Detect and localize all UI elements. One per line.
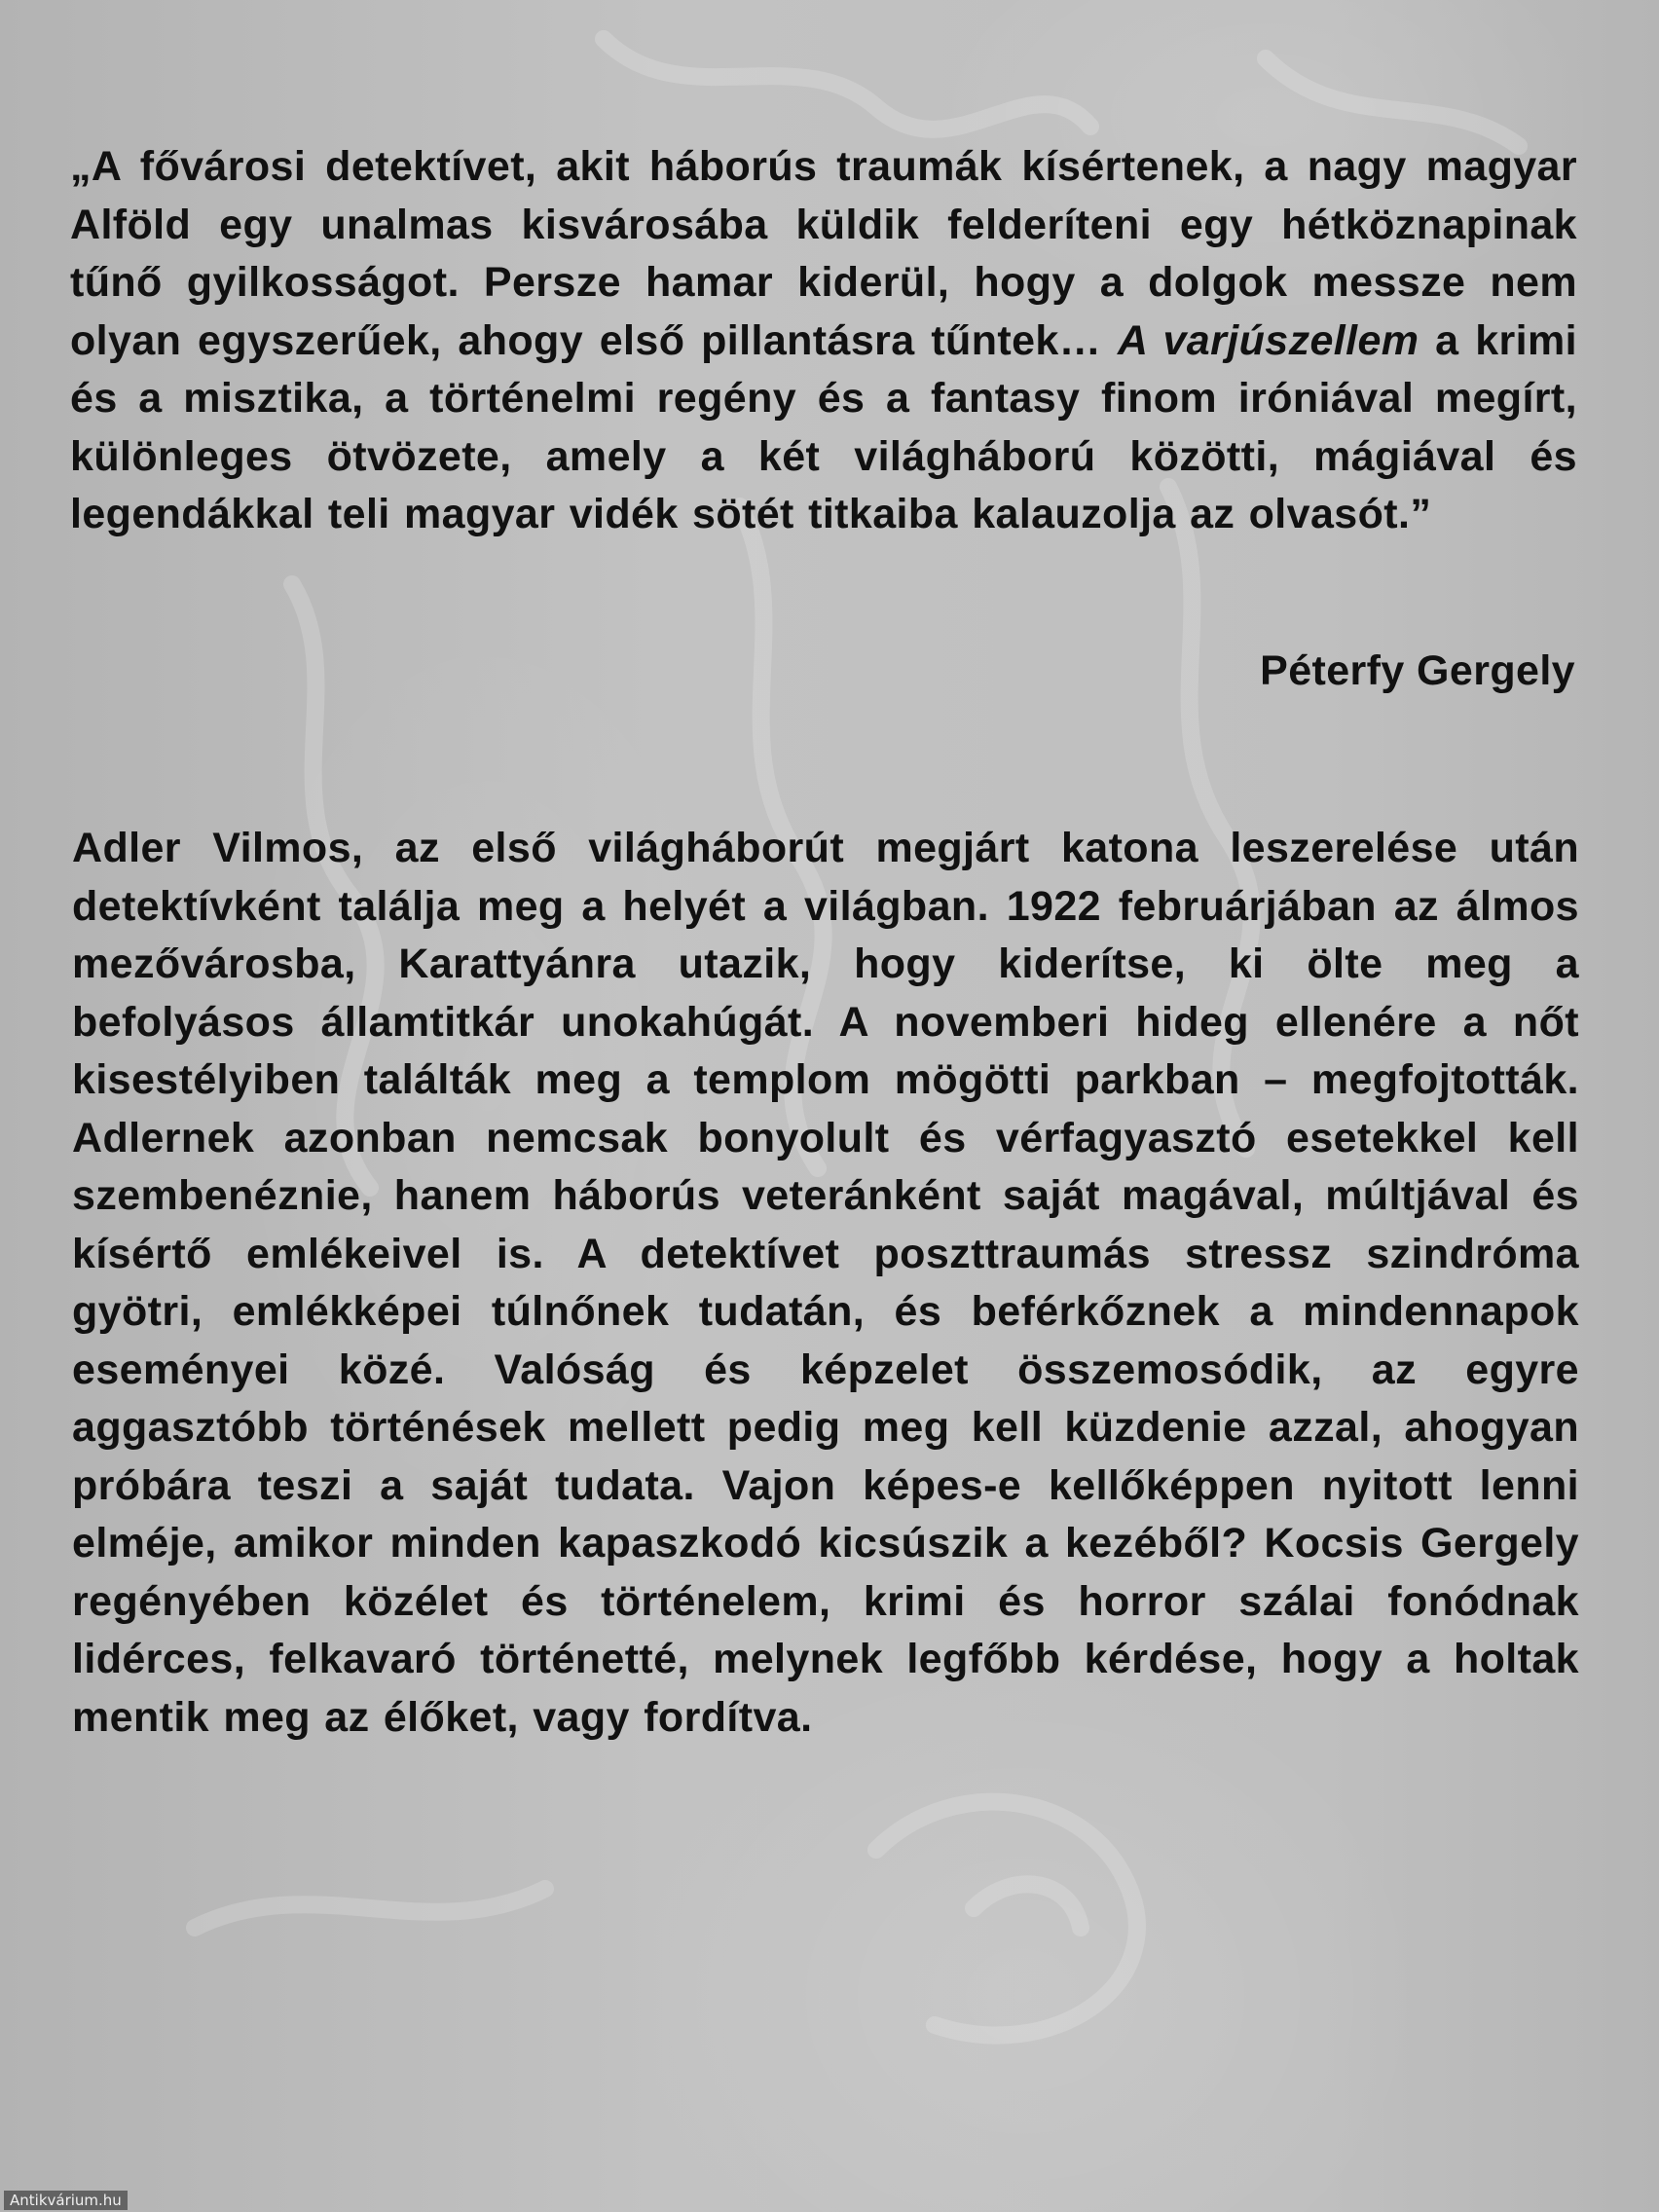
quote-text-part2: a krimi és a misztika, a történelmi regény és a fantasy finom iróniával megírt, különleges ötvözete, amely a két világháború közötti, mágiával és legendákkal teli magyar vidék sötét titkaiba kalauzolja az olvasót.” xyxy=(70,316,1577,537)
book-blurb: Adler Vilmos, az első világháborút megjárt katona leszerelése után detektívként találja meg a helyét a világban. 1922 februárjában az álmos mezővárosba, Karattyánra utazik, hogy kiderítse, ki ölte meg a befolyásos államtitkár unokahúgát. A novemberi hideg ellenére a nőt kisestélyiben találták meg a templom mögötti parkban – megfojtották. Adlernek azonban nemcsak bonyolult és vérfagyasztó esetekkel kell szembenéznie, hanem háborús veteránként saját magával, múltjával és kísértő emlékeivel is. A detektívet poszttraumás stressz szindróma gyötri, emlékképei túlnőnek tudatán, és beférkőznek a mindennapok eseményei közé. Valóság és képzelet összemosódik, az egyre aggasztóbb történések mellett pedig meg kell küzdenie azzal, ahogyan próbára teszi a saját tudata. Vajon képes-e kellőképpen nyitott lenni elméje, amikor minden kapaszkodó kicsúszik a kezéből? Kocsis Gergely regényében közélet és történelem, krimi és horror szálai fonódnak lidérces, felkavaró történetté, melynek legfőbb kérdése, hogy a holtak mentik meg az élőket, vagy fordítva. xyxy=(72,825,1579,1741)
book-title: A varjúszellem xyxy=(1117,316,1419,364)
watermark: Antikvárium.hu xyxy=(4,2191,128,2210)
quote-attribution: Péterfy Gergely xyxy=(1260,647,1575,694)
quote-text-part1: „A fővárosi detektívet, akit háborús traumák kísértenek, a nagy magyar Alföld egy unalmas kisvárosába küldik felderíteni egy hétköznapinak tűnő gyilkosságot. Persze hamar kiderül, hogy a dolgok messze nem olyan egyszerűek, ahogy első pillantásra tűntek… xyxy=(70,143,1577,364)
endorsement-quote xyxy=(70,138,1577,544)
